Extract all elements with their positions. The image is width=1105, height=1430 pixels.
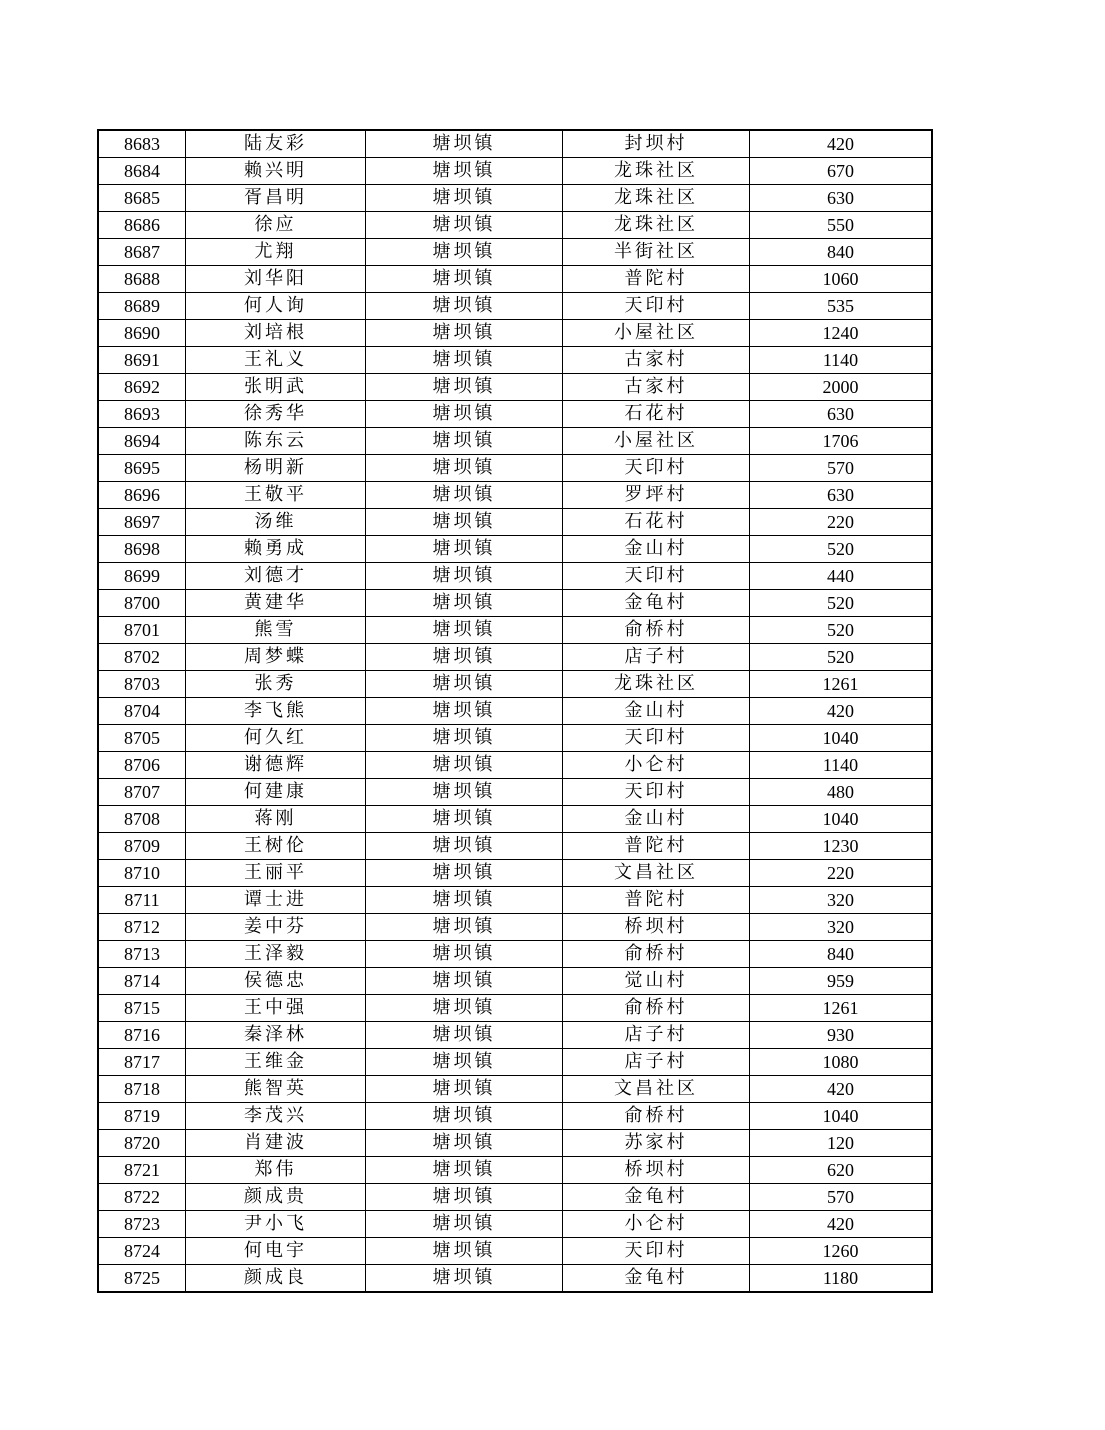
person-name-cell: 刘培根 [186,320,366,347]
table-row [98,509,932,536]
village-name-cell: 天印村 [563,563,750,590]
table-row [98,968,932,995]
village-name-cell: 半街社区 [563,239,750,266]
amount-value-cell: 420 [750,1076,933,1103]
person-name-cell: 黄建华 [186,590,366,617]
town-name-cell: 塘坝镇 [366,617,563,644]
row-number-cell: 8722 [98,1184,186,1211]
person-name-cell: 蒋刚 [186,806,366,833]
row-number-cell: 8716 [98,1022,186,1049]
person-name-cell: 赖兴明 [186,158,366,185]
town-name-cell: 塘坝镇 [366,590,563,617]
village-name-cell: 龙珠社区 [563,671,750,698]
person-name-cell: 王丽平 [186,860,366,887]
person-name-cell: 何电宇 [186,1238,366,1265]
person-name-cell: 汤维 [186,509,366,536]
row-number-cell: 8723 [98,1211,186,1238]
table-row [98,671,932,698]
town-name-cell: 塘坝镇 [366,995,563,1022]
row-number-cell: 8708 [98,806,186,833]
amount-value-cell: 420 [750,1211,933,1238]
amount-value-cell: 620 [750,1157,933,1184]
row-number-cell: 8724 [98,1238,186,1265]
village-name-cell: 店子村 [563,1049,750,1076]
town-name-cell: 塘坝镇 [366,536,563,563]
row-number-cell: 8709 [98,833,186,860]
row-number-cell: 8714 [98,968,186,995]
row-number-cell: 8685 [98,185,186,212]
town-name-cell: 塘坝镇 [366,1049,563,1076]
village-name-cell: 天印村 [563,455,750,482]
table-row [98,1184,932,1211]
person-name-cell: 何久红 [186,725,366,752]
amount-value-cell: 1230 [750,833,933,860]
table-row [98,563,932,590]
person-name-cell: 王维金 [186,1049,366,1076]
person-name-cell: 郑伟 [186,1157,366,1184]
person-name-cell: 肖建波 [186,1130,366,1157]
village-name-cell: 金龟村 [563,1265,750,1293]
amount-value-cell: 220 [750,860,933,887]
amount-value-cell: 2000 [750,374,933,401]
town-name-cell: 塘坝镇 [366,1076,563,1103]
person-name-cell: 王礼义 [186,347,366,374]
village-name-cell: 龙珠社区 [563,158,750,185]
town-name-cell: 塘坝镇 [366,266,563,293]
table-row [98,698,932,725]
town-name-cell: 塘坝镇 [366,671,563,698]
table-row [98,401,932,428]
row-number-cell: 8725 [98,1265,186,1293]
town-name-cell: 塘坝镇 [366,644,563,671]
person-name-cell: 周梦蝶 [186,644,366,671]
amount-value-cell: 1261 [750,671,933,698]
amount-value-cell: 1040 [750,1103,933,1130]
town-name-cell: 塘坝镇 [366,914,563,941]
town-name-cell: 塘坝镇 [366,428,563,455]
table-row [98,887,932,914]
row-number-cell: 8711 [98,887,186,914]
village-name-cell: 罗坪村 [563,482,750,509]
amount-value-cell: 630 [750,401,933,428]
person-name-cell: 姜中芬 [186,914,366,941]
town-name-cell: 塘坝镇 [366,455,563,482]
amount-value-cell: 535 [750,293,933,320]
town-name-cell: 塘坝镇 [366,185,563,212]
village-name-cell: 金山村 [563,806,750,833]
town-name-cell: 塘坝镇 [366,725,563,752]
village-name-cell: 俞桥村 [563,995,750,1022]
person-name-cell: 秦泽林 [186,1022,366,1049]
amount-value-cell: 1140 [750,752,933,779]
table-row [98,752,932,779]
table-row [98,482,932,509]
row-number-cell: 8721 [98,1157,186,1184]
row-number-cell: 8701 [98,617,186,644]
amount-value-cell: 320 [750,914,933,941]
village-name-cell: 金山村 [563,698,750,725]
town-name-cell: 塘坝镇 [366,320,563,347]
amount-value-cell: 420 [750,130,933,158]
town-name-cell: 塘坝镇 [366,509,563,536]
amount-value-cell: 1180 [750,1265,933,1293]
town-name-cell: 塘坝镇 [366,1022,563,1049]
village-name-cell: 觉山村 [563,968,750,995]
row-number-cell: 8700 [98,590,186,617]
village-name-cell: 古家村 [563,374,750,401]
row-number-cell: 8686 [98,212,186,239]
person-name-cell: 张明武 [186,374,366,401]
town-name-cell: 塘坝镇 [366,1211,563,1238]
amount-value-cell: 550 [750,212,933,239]
table-row [98,1022,932,1049]
person-name-cell: 陈东云 [186,428,366,455]
row-number-cell: 8695 [98,455,186,482]
table-row [98,266,932,293]
person-name-cell: 赖勇成 [186,536,366,563]
amount-value-cell: 840 [750,239,933,266]
town-name-cell: 塘坝镇 [366,347,563,374]
row-number-cell: 8704 [98,698,186,725]
row-number-cell: 8702 [98,644,186,671]
town-name-cell: 塘坝镇 [366,130,563,158]
amount-value-cell: 840 [750,941,933,968]
table-row [98,1211,932,1238]
table-row [98,239,932,266]
table-row [98,995,932,1022]
village-name-cell: 小仑村 [563,1211,750,1238]
table-row [98,806,932,833]
amount-value-cell: 520 [750,590,933,617]
town-name-cell: 塘坝镇 [366,158,563,185]
amount-value-cell: 630 [750,185,933,212]
amount-value-cell: 440 [750,563,933,590]
amount-value-cell: 220 [750,509,933,536]
village-name-cell: 文昌社区 [563,1076,750,1103]
village-name-cell: 俞桥村 [563,1103,750,1130]
village-name-cell: 封坝村 [563,130,750,158]
person-name-cell: 李茂兴 [186,1103,366,1130]
person-name-cell: 尤翔 [186,239,366,266]
town-name-cell: 塘坝镇 [366,1130,563,1157]
table-row [98,833,932,860]
person-name-cell: 刘华阳 [186,266,366,293]
town-name-cell: 塘坝镇 [366,887,563,914]
table-row [98,1157,932,1184]
table-row [98,185,932,212]
village-name-cell: 天印村 [563,293,750,320]
town-name-cell: 塘坝镇 [366,860,563,887]
person-name-cell: 颜成贵 [186,1184,366,1211]
village-name-cell: 俞桥村 [563,941,750,968]
amount-value-cell: 1260 [750,1238,933,1265]
amount-value-cell: 1261 [750,995,933,1022]
village-name-cell: 普陀村 [563,266,750,293]
table-row [98,1049,932,1076]
village-name-cell: 桥坝村 [563,914,750,941]
person-name-cell: 王泽毅 [186,941,366,968]
row-number-cell: 8683 [98,130,186,158]
table-row [98,293,932,320]
row-number-cell: 8693 [98,401,186,428]
table-row [98,130,932,158]
row-number-cell: 8694 [98,428,186,455]
village-name-cell: 金龟村 [563,1184,750,1211]
table-row [98,1130,932,1157]
roster-table [97,129,933,1293]
person-name-cell: 尹小飞 [186,1211,366,1238]
town-name-cell: 塘坝镇 [366,563,563,590]
town-name-cell: 塘坝镇 [366,212,563,239]
table-row [98,590,932,617]
town-name-cell: 塘坝镇 [366,401,563,428]
amount-value-cell: 480 [750,779,933,806]
village-name-cell: 普陀村 [563,833,750,860]
table-row [98,1103,932,1130]
person-name-cell: 王中强 [186,995,366,1022]
table-row [98,1076,932,1103]
row-number-cell: 8720 [98,1130,186,1157]
town-name-cell: 塘坝镇 [366,698,563,725]
amount-value-cell: 320 [750,887,933,914]
amount-value-cell: 1140 [750,347,933,374]
village-name-cell: 天印村 [563,725,750,752]
row-number-cell: 8696 [98,482,186,509]
village-name-cell: 桥坝村 [563,1157,750,1184]
town-name-cell: 塘坝镇 [366,374,563,401]
row-number-cell: 8712 [98,914,186,941]
village-name-cell: 小屋社区 [563,428,750,455]
town-name-cell: 塘坝镇 [366,293,563,320]
village-name-cell: 天印村 [563,779,750,806]
town-name-cell: 塘坝镇 [366,239,563,266]
roster-table-body [98,130,932,1292]
amount-value-cell: 520 [750,644,933,671]
table-row [98,428,932,455]
table-row [98,725,932,752]
village-name-cell: 店子村 [563,644,750,671]
village-name-cell: 石花村 [563,509,750,536]
row-number-cell: 8690 [98,320,186,347]
row-number-cell: 8713 [98,941,186,968]
table-row [98,644,932,671]
row-number-cell: 8710 [98,860,186,887]
village-name-cell: 龙珠社区 [563,212,750,239]
table-row [98,914,932,941]
person-name-cell: 何建康 [186,779,366,806]
village-name-cell: 普陀村 [563,887,750,914]
person-name-cell: 侯德忠 [186,968,366,995]
village-name-cell: 金龟村 [563,590,750,617]
amount-value-cell: 520 [750,617,933,644]
person-name-cell: 李飞熊 [186,698,366,725]
row-number-cell: 8698 [98,536,186,563]
village-name-cell: 苏家村 [563,1130,750,1157]
town-name-cell: 塘坝镇 [366,1184,563,1211]
town-name-cell: 塘坝镇 [366,833,563,860]
table-row [98,1238,932,1265]
person-name-cell: 熊雪 [186,617,366,644]
person-name-cell: 王敬平 [186,482,366,509]
table-row [98,1265,932,1293]
row-number-cell: 8684 [98,158,186,185]
row-number-cell: 8692 [98,374,186,401]
row-number-cell: 8705 [98,725,186,752]
row-number-cell: 8689 [98,293,186,320]
row-number-cell: 8719 [98,1103,186,1130]
table-row [98,158,932,185]
amount-value-cell: 1240 [750,320,933,347]
row-number-cell: 8717 [98,1049,186,1076]
row-number-cell: 8715 [98,995,186,1022]
village-name-cell: 小屋社区 [563,320,750,347]
town-name-cell: 塘坝镇 [366,482,563,509]
amount-value-cell: 959 [750,968,933,995]
village-name-cell: 小仑村 [563,752,750,779]
amount-value-cell: 1060 [750,266,933,293]
person-name-cell: 徐秀华 [186,401,366,428]
town-name-cell: 塘坝镇 [366,1238,563,1265]
person-name-cell: 颜成良 [186,1265,366,1293]
person-name-cell: 熊智英 [186,1076,366,1103]
person-name-cell: 张秀 [186,671,366,698]
village-name-cell: 店子村 [563,1022,750,1049]
town-name-cell: 塘坝镇 [366,1103,563,1130]
row-number-cell: 8707 [98,779,186,806]
row-number-cell: 8697 [98,509,186,536]
person-name-cell: 谭士进 [186,887,366,914]
amount-value-cell: 630 [750,482,933,509]
amount-value-cell: 670 [750,158,933,185]
person-name-cell: 杨明新 [186,455,366,482]
row-number-cell: 8699 [98,563,186,590]
person-name-cell: 谢德辉 [186,752,366,779]
amount-value-cell: 520 [750,536,933,563]
amount-value-cell: 1706 [750,428,933,455]
row-number-cell: 8691 [98,347,186,374]
row-number-cell: 8706 [98,752,186,779]
amount-value-cell: 570 [750,455,933,482]
town-name-cell: 塘坝镇 [366,779,563,806]
amount-value-cell: 420 [750,698,933,725]
town-name-cell: 塘坝镇 [366,752,563,779]
table-row [98,941,932,968]
table-row [98,455,932,482]
row-number-cell: 8703 [98,671,186,698]
row-number-cell: 8718 [98,1076,186,1103]
row-number-cell: 8687 [98,239,186,266]
person-name-cell: 陆友彩 [186,130,366,158]
table-row [98,320,932,347]
town-name-cell: 塘坝镇 [366,1157,563,1184]
amount-value-cell: 1080 [750,1049,933,1076]
table-row [98,347,932,374]
amount-value-cell: 120 [750,1130,933,1157]
town-name-cell: 塘坝镇 [366,968,563,995]
village-name-cell: 古家村 [563,347,750,374]
town-name-cell: 塘坝镇 [366,1265,563,1293]
person-name-cell: 王树伦 [186,833,366,860]
village-name-cell: 俞桥村 [563,617,750,644]
table-row [98,536,932,563]
table-row [98,860,932,887]
amount-value-cell: 570 [750,1184,933,1211]
amount-value-cell: 930 [750,1022,933,1049]
town-name-cell: 塘坝镇 [366,941,563,968]
person-name-cell: 何人询 [186,293,366,320]
village-name-cell: 石花村 [563,401,750,428]
village-name-cell: 文昌社区 [563,860,750,887]
table-row [98,374,932,401]
village-name-cell: 金山村 [563,536,750,563]
person-name-cell: 徐应 [186,212,366,239]
table-row [98,212,932,239]
amount-value-cell: 1040 [750,806,933,833]
row-number-cell: 8688 [98,266,186,293]
village-name-cell: 天印村 [563,1238,750,1265]
village-name-cell: 龙珠社区 [563,185,750,212]
person-name-cell: 刘德才 [186,563,366,590]
table-row [98,617,932,644]
table-row [98,779,932,806]
town-name-cell: 塘坝镇 [366,806,563,833]
person-name-cell: 胥昌明 [186,185,366,212]
amount-value-cell: 1040 [750,725,933,752]
